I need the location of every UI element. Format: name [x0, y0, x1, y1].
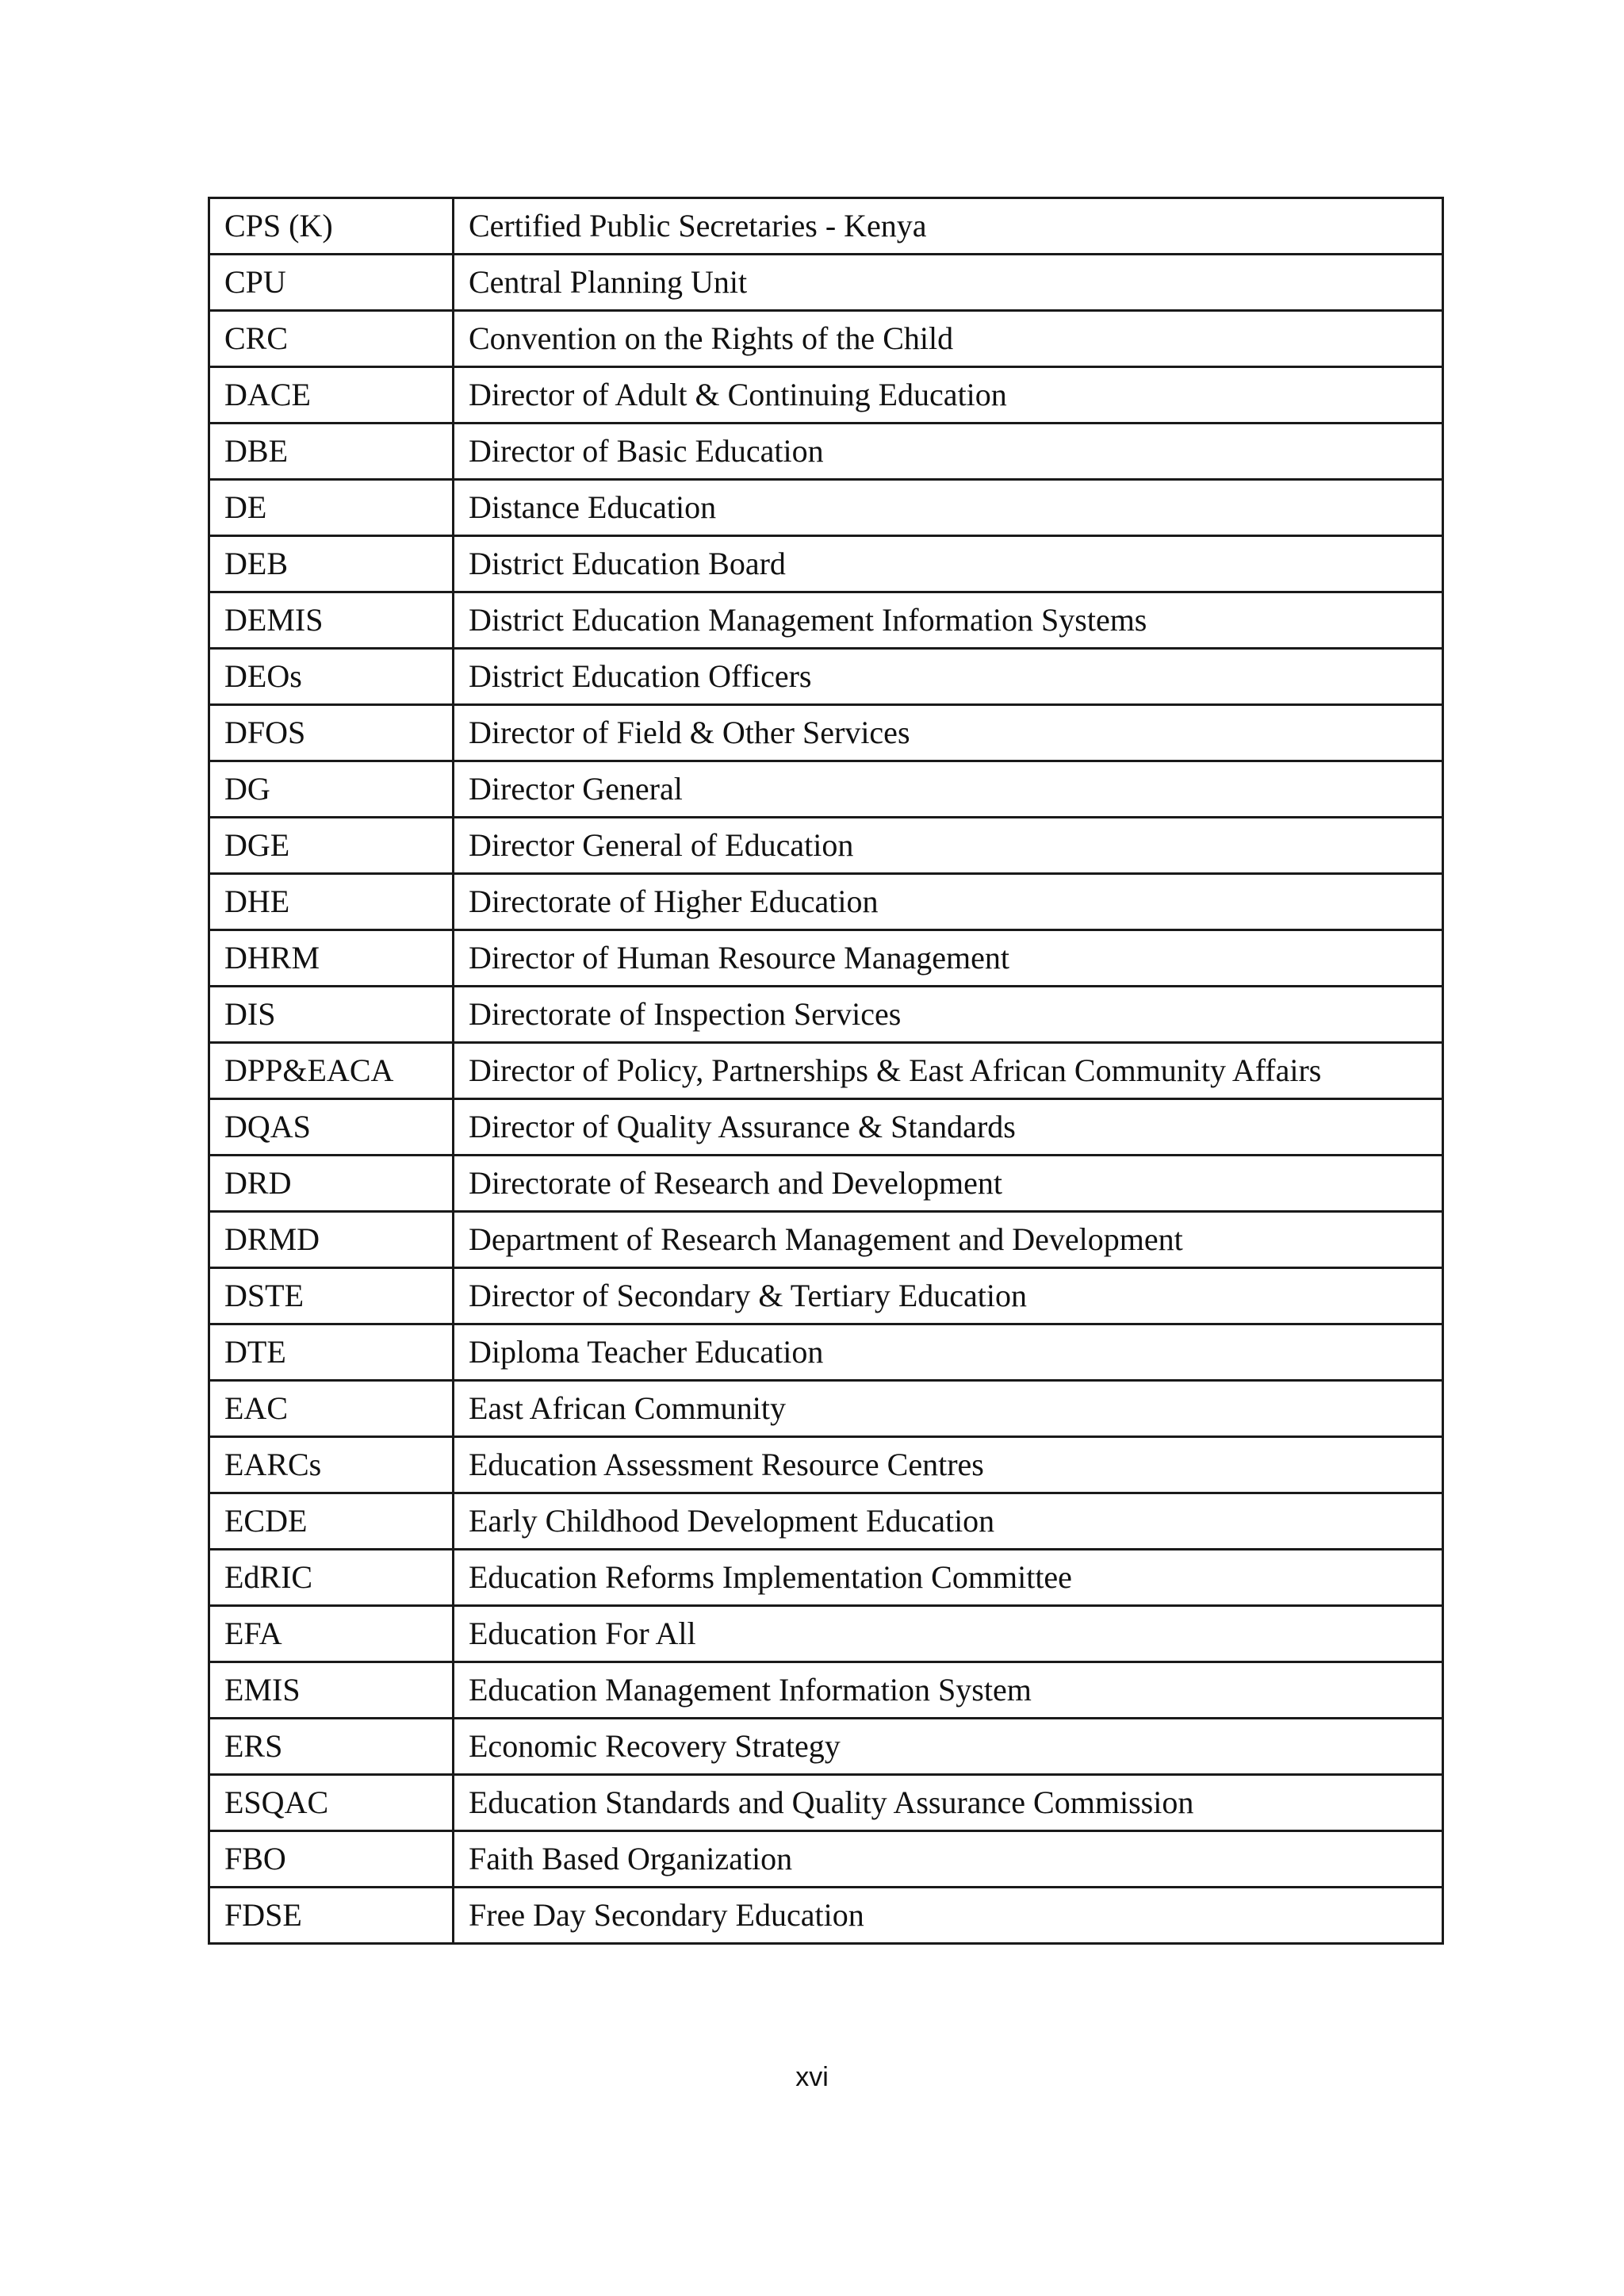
- table-row: [209, 311, 1443, 367]
- definition-cell: Convention on the Rights of the Child: [454, 311, 1443, 367]
- table-row: [209, 1662, 1443, 1719]
- abbreviation-cell: EFA: [209, 1606, 454, 1662]
- table-row: [209, 1099, 1443, 1156]
- abbreviation-cell: DEOs: [209, 649, 454, 705]
- definition-cell: Director of Policy, Partnerships & East African Community Affairs: [454, 1043, 1443, 1099]
- definition-cell: East African Community: [454, 1381, 1443, 1437]
- table-row: [209, 1043, 1443, 1099]
- table-row: [209, 1888, 1443, 1944]
- definition-cell: Director of Secondary & Tertiary Education: [454, 1268, 1443, 1324]
- table-row: [209, 592, 1443, 649]
- abbreviation-cell: EMIS: [209, 1662, 454, 1719]
- abbreviations-table: [208, 197, 1444, 1945]
- abbreviation-cell: DPP&EACA: [209, 1043, 454, 1099]
- abbreviation-cell: DSTE: [209, 1268, 454, 1324]
- definition-cell: Free Day Secondary Education: [454, 1888, 1443, 1944]
- abbreviation-cell: DFOS: [209, 705, 454, 761]
- definition-cell: Education For All: [454, 1606, 1443, 1662]
- abbreviation-cell: DG: [209, 761, 454, 818]
- table-row: [209, 1606, 1443, 1662]
- definition-cell: Director General of Education: [454, 818, 1443, 874]
- table-row: [209, 198, 1443, 255]
- abbreviation-cell: DQAS: [209, 1099, 454, 1156]
- abbreviation-cell: DIS: [209, 987, 454, 1043]
- abbreviation-cell: DTE: [209, 1324, 454, 1381]
- definition-cell: Director of Adult & Continuing Education: [454, 367, 1443, 424]
- definition-cell: Economic Recovery Strategy: [454, 1719, 1443, 1775]
- page-number: xvi: [795, 2062, 829, 2092]
- abbreviation-cell: CRC: [209, 311, 454, 367]
- abbreviation-cell: EAC: [209, 1381, 454, 1437]
- definition-cell: District Education Board: [454, 536, 1443, 592]
- definition-cell: Director of Basic Education: [454, 424, 1443, 480]
- abbreviation-cell: DEB: [209, 536, 454, 592]
- table-row: [209, 705, 1443, 761]
- table-row: [209, 987, 1443, 1043]
- table-row: [209, 1831, 1443, 1888]
- definition-cell: Department of Research Management and Development: [454, 1212, 1443, 1268]
- definition-cell: Education Assessment Resource Centres: [454, 1437, 1443, 1493]
- definition-cell: Directorate of Higher Education: [454, 874, 1443, 930]
- table-row: [209, 1156, 1443, 1212]
- table-row: [209, 1437, 1443, 1493]
- abbreviation-cell: DE: [209, 480, 454, 536]
- abbreviations-table-body: [209, 198, 1443, 1944]
- table-row: [209, 1493, 1443, 1550]
- abbreviation-cell: ERS: [209, 1719, 454, 1775]
- table-row: [209, 1268, 1443, 1324]
- abbreviation-cell: FBO: [209, 1831, 454, 1888]
- table-row: [209, 424, 1443, 480]
- abbreviation-cell: DRMD: [209, 1212, 454, 1268]
- table-row: [209, 536, 1443, 592]
- table-row: [209, 649, 1443, 705]
- definition-cell: Faith Based Organization: [454, 1831, 1443, 1888]
- definition-cell: District Education Officers: [454, 649, 1443, 705]
- definition-cell: Director General: [454, 761, 1443, 818]
- table-row: [209, 1212, 1443, 1268]
- table-row: [209, 1775, 1443, 1831]
- abbreviation-cell: EdRIC: [209, 1550, 454, 1606]
- abbreviation-cell: DHRM: [209, 930, 454, 987]
- table-row: [209, 930, 1443, 987]
- definition-cell: Directorate of Inspection Services: [454, 987, 1443, 1043]
- definition-cell: Certified Public Secretaries - Kenya: [454, 198, 1443, 255]
- definition-cell: Education Management Information System: [454, 1662, 1443, 1719]
- definition-cell: Diploma Teacher Education: [454, 1324, 1443, 1381]
- table-row: [209, 1550, 1443, 1606]
- abbreviation-cell: DRD: [209, 1156, 454, 1212]
- definition-cell: Distance Education: [454, 480, 1443, 536]
- definition-cell: Director of Human Resource Management: [454, 930, 1443, 987]
- definition-cell: Education Reforms Implementation Committee: [454, 1550, 1443, 1606]
- abbreviation-cell: DBE: [209, 424, 454, 480]
- table-row: [209, 255, 1443, 311]
- abbreviation-cell: EARCs: [209, 1437, 454, 1493]
- definition-cell: Early Childhood Development Education: [454, 1493, 1443, 1550]
- abbreviation-cell: ESQAC: [209, 1775, 454, 1831]
- definition-cell: Director of Quality Assurance & Standards: [454, 1099, 1443, 1156]
- definition-cell: Education Standards and Quality Assurance Commission: [454, 1775, 1443, 1831]
- table-row: [209, 874, 1443, 930]
- table-row: [209, 1719, 1443, 1775]
- table-row: [209, 1381, 1443, 1437]
- table-row: [209, 761, 1443, 818]
- abbreviation-cell: DACE: [209, 367, 454, 424]
- table-row: [209, 1324, 1443, 1381]
- definition-cell: Director of Field & Other Services: [454, 705, 1443, 761]
- abbreviation-cell: DHE: [209, 874, 454, 930]
- abbreviation-cell: CPU: [209, 255, 454, 311]
- table-row: [209, 818, 1443, 874]
- table-row: [209, 367, 1443, 424]
- abbreviation-cell: FDSE: [209, 1888, 454, 1944]
- abbreviation-cell: DGE: [209, 818, 454, 874]
- abbreviation-cell: CPS (K): [209, 198, 454, 255]
- table-row: [209, 480, 1443, 536]
- abbreviation-cell: DEMIS: [209, 592, 454, 649]
- definition-cell: Central Planning Unit: [454, 255, 1443, 311]
- abbreviation-cell: ECDE: [209, 1493, 454, 1550]
- definition-cell: District Education Management Information Systems: [454, 592, 1443, 649]
- definition-cell: Directorate of Research and Development: [454, 1156, 1443, 1212]
